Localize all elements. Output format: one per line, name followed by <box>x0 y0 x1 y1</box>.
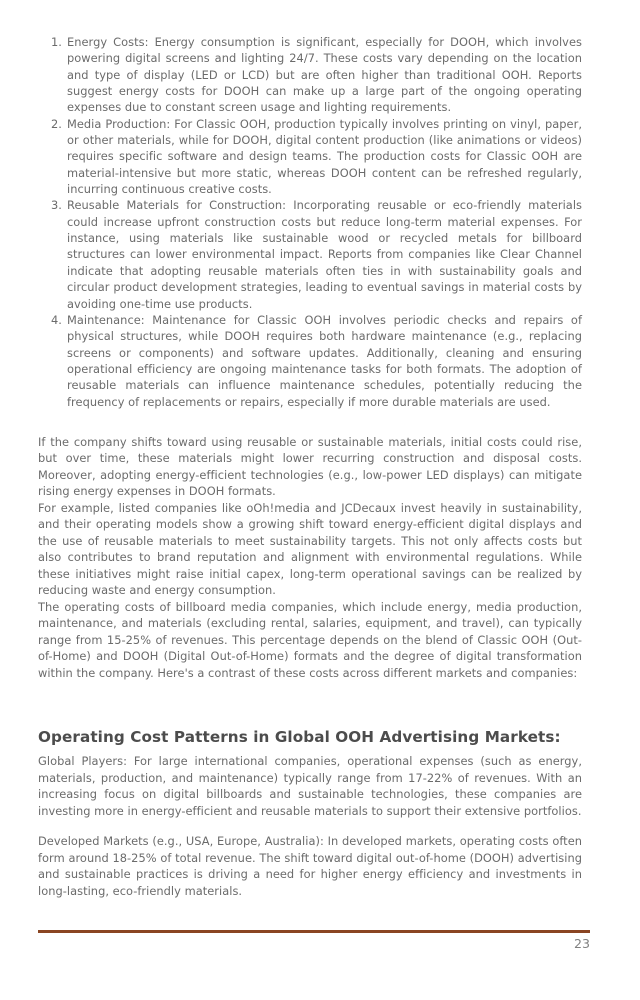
list-item-marker: 4. <box>51 312 62 327</box>
list-item <box>38 34 582 116</box>
list-item <box>38 312 582 410</box>
list-item-text: Media Production: For Classic OOH, production typically involves printing on vinyl, paper, or other materials, while for DOOH, digital content production (like animations or videos) requires specific software and design teams. The production costs for Classic OOH are material-intensive but more static, whereas DOOH content can be refreshed regularly, incurring continuous creative costs. <box>67 116 582 197</box>
paragraph-sustainable-materials: If the company shifts toward using reusable or sustainable materials, initial costs could rise, but over time, these materials might lower recurring construction and disposal costs. Moreover, adopting energy-efficient technologies (e.g., low-power LED displays) can mitigate rising energy expenses in DOOH formats. <box>38 434 582 499</box>
list-item-text: Maintenance: Maintenance for Classic OOH involves periodic checks and repairs of physical structures, while DOOH requires both hardware maintenance (e.g., replacing screens or components) and software updates. Additionally, cleaning and ensuring operational efficiency are ongoing maintenance tasks for both formats. The adoption of reusable materials can influence maintenance schedules, potentially reducing the frequency of replacements or repairs, especially if more durable materials are used. <box>67 312 582 409</box>
list-item-marker: 1. <box>51 35 62 49</box>
page-number: 23 <box>573 936 590 951</box>
spacer <box>38 819 582 833</box>
paragraph-operating-costs-range: The operating costs of billboard media companies, which include energy, media production, maintenance, and materials (excluding rental, salaries, equipment, and travel), can typically range from 15-25% of revenues. This percentage depends on the blend of Classic OOH (Out-of-Home) and DOOH (Digital Out-of-Home) formats and the degree of digital transformation within the company. Here's a contrast of these costs across different markets and companies: <box>38 599 582 680</box>
spacer <box>38 681 582 727</box>
list-item-text: Reusable Materials for Construction: Incorporating reusable or eco-friendly materials could increase upfront construction costs but reduce long-term material expenses. For instance, using materials like sustainable wood or recycled metals for billboard structures can lower environmental impact. Reports from companies like Clear Channel indicate that adopting reusable materials often ties in with sustainability goals and circular product development strategies, leading to eventual savings in material costs by avoiding one-time use products. <box>67 198 582 311</box>
numbered-list <box>38 34 582 410</box>
paragraph-developed-markets: Developed Markets (e.g., USA, Europe, Australia): In developed markets, operating costs often form around 18-25% of total revenue. The shift toward digital out-of-home (DOOH) advertising and sustainable practices is driving a need for higher energy efficiency and investments in long-lasting, eco-friendly materials. <box>38 834 582 898</box>
list-item-marker: 2. <box>51 116 62 131</box>
page-footer <box>38 930 590 952</box>
list-item <box>38 197 582 311</box>
list-item-text: Energy Costs: Energy consumption is significant, especially for DOOH, which involves powering digital screens and lighting 24/7. These costs vary depending on the location and type of display (LED or LCD) but are often higher than traditional OOH. Reports suggest energy costs for DOOH can make up a large part of the ongoing operating expenses due to constant screen usage and lighting requirements. <box>67 35 582 115</box>
paragraph-global-players: Global Players: For large international companies, operational expenses (such as energy, materials, production, and maintenance) typically range from 17-22% of revenues. With an increasing focus on digital billboards and sustainable technologies, these companies are investing more in energy-efficient and reusable materials to support their extensive portfolios. <box>38 754 582 818</box>
spacer <box>38 410 582 434</box>
page-content <box>38 34 582 899</box>
list-item <box>38 116 582 198</box>
footer-divider <box>38 930 590 933</box>
page-title: Operating Cost Patterns in Global OOH Advertising Markets: <box>38 728 561 747</box>
list-item-marker: 3. <box>51 198 62 213</box>
paragraph-listed-companies: For example, listed companies like oOh!media and JCDecaux invest heavily in sustainability, and their operating models show a growing shift toward energy-efficient digital displays and the use of reusable materials to meet sustainability targets. This not only affects costs but also contributes to brand reputation and alignment with environmental regulations. While these initiatives might raise initial capex, long-term operational savings can be realized by reducing waste and energy consumption. <box>38 500 582 598</box>
